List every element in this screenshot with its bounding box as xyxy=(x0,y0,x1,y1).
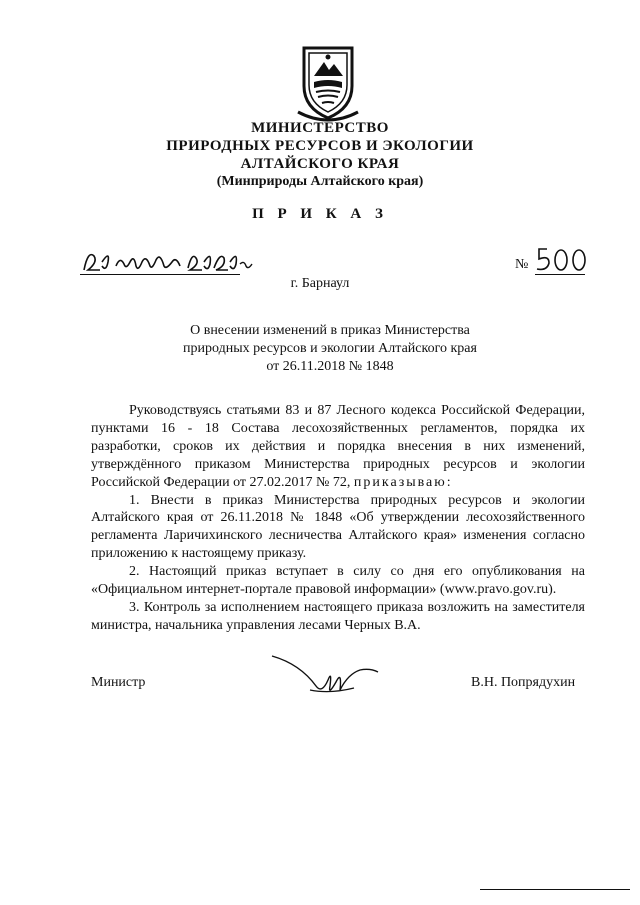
clause-3: 3. Контроль за исполнением настоящего приказа возложить на заместителя министра, начальника управления лесами Черных В.А. xyxy=(91,599,585,633)
clause-2: 2. Настоящий приказ вступает в силу со дня его опубликования на «Официальном интернет-портале правовой информации» (www.pravo.gov.ru). xyxy=(91,564,585,598)
city: г. Барнаул xyxy=(290,276,350,291)
coat-of-arms-emblem xyxy=(296,42,360,124)
preamble-colon: : xyxy=(446,474,451,490)
handwritten-signature xyxy=(270,650,380,700)
number-label: № xyxy=(515,257,529,272)
subject-line3: от 26.11.2018 № 1848 xyxy=(266,359,394,374)
clause-1: 1. Внести в приказ Министерства природных ресурсов и экологии Алтайского края от 26.11.2018 № 1848 «Об утверждении лесохозяйственного регламента Ларичихинского лесничества Алтайского края» изменения согласно приложению к настоящему приказу. xyxy=(91,492,585,562)
order-verb: приказываю xyxy=(353,474,447,490)
signatory-title: Министр xyxy=(91,675,146,690)
document-type: П Р И К А З xyxy=(252,206,388,222)
subject-line1: О внесении изменений в приказ Министерства xyxy=(190,323,470,338)
signatory-name: В.Н. Попрядухин xyxy=(471,675,576,690)
bottom-divider xyxy=(480,889,630,890)
ministry-short-name: (Минприроды Алтайского края) xyxy=(216,174,424,189)
number-underline xyxy=(535,274,585,275)
date-underline xyxy=(80,274,240,275)
order-body xyxy=(91,402,585,635)
ministry-name-line1: МИНИСТЕРСТВО xyxy=(251,120,389,136)
order-subject xyxy=(130,322,530,376)
subject-line2: природных ресурсов и экологии Алтайского края xyxy=(183,341,477,356)
ministry-name-line3: АЛТАЙСКОГО КРАЯ xyxy=(240,156,400,172)
preamble-text: Руководствуясь статьями 83 и 87 Лесного кодекса Российской Федерации, пунктами 16 - 18 Состава лесохозяйственных регламентов, порядка их разработки, сроков их действия и порядка внесения в них изменений, утверждённого приказом Министерства природных ресурсов и экологии Российской Федерации от 27.02.2017 № 72, xyxy=(91,403,585,490)
preamble-paragraph xyxy=(91,402,585,492)
ministry-name-line2: ПРИРОДНЫХ РЕСУРСОВ И ЭКОЛОГИИ xyxy=(166,138,474,154)
handwritten-number xyxy=(535,243,595,273)
